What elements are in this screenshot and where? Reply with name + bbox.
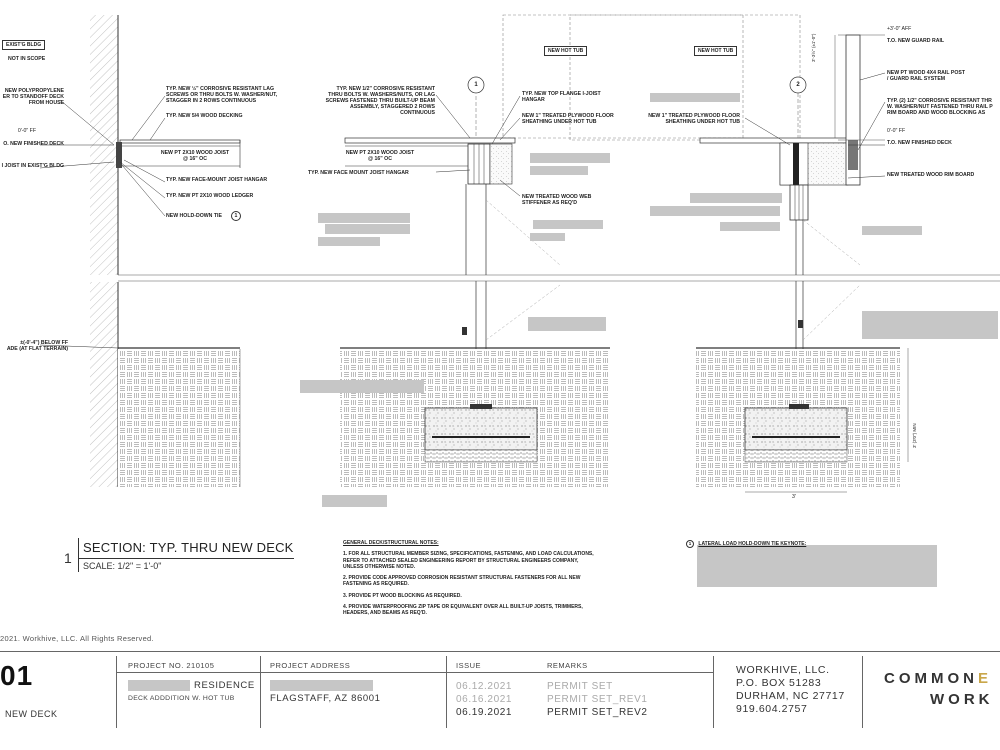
project-desc: DECK ADDDITION W. HOT TUB [128, 695, 235, 702]
guard-rail-label: T.O. NEW GUARD RAIL [887, 38, 945, 44]
redacted-block [530, 166, 588, 175]
remarks-label: REMARKS [547, 661, 588, 670]
hot-tub-tag-2: NEW HOT TUB [694, 46, 737, 56]
joist-label-2: NEW PT 2X10 WOOD JOIST @ 16" OC [345, 150, 415, 162]
section-title: SECTION: TYP. THRU NEW DECK [83, 540, 294, 555]
title-block-border [0, 651, 1000, 652]
sheet-number: 01 [0, 660, 34, 691]
issue-date-current: 06.19.2021 [456, 707, 513, 718]
hot-tub-tag-1: NEW HOT TUB [544, 46, 587, 56]
title-divider [713, 656, 714, 728]
redacted-block [530, 153, 610, 163]
dim-bottom-label: 3' [792, 494, 796, 500]
company-name: WORKHIVE, LLC. [736, 664, 830, 676]
redacted-block [650, 206, 780, 216]
issue-date: 06.16.2021 [456, 694, 513, 705]
redacted-block [300, 380, 424, 393]
issue-label: ISSUE [456, 661, 482, 670]
issue-remark: PERMIT SET [547, 681, 613, 692]
decking-label: TYP. NEW 5/4 WOOD DECKING [166, 113, 243, 119]
title-divider [446, 656, 447, 728]
plywood-label-2: NEW 1" TREATED PLYWOOD FLOOR SHEATHING UNDER HOT TUB [522, 113, 614, 125]
thru-bolts-label-2: TYP. NEW 1/2" CORROSIVE RESISTANT THRU BOLTS W. WASHERS/NUTS, OR LAG SCREWS FASTENED THRU BUILT-UP BEAM ASSEMBLY, STAGGERED 2 ROWS CONTINUOUS [325, 86, 435, 116]
note-item: 1. FOR ALL STRUCTURAL MEMBER SIZING, SPECIFICATIONS, FASTENING, AND LOAD CALCULATIONS, REFER TO ATTACHED SEALED ENGINEERING REPORT BY STRUCTURAL ENGINEERS COMPANY, UNLESS OTHERWISE NOTED. [343, 551, 594, 570]
rim-board-label: NEW TREATED WOOD RIM BOARD [887, 172, 975, 178]
residence: RESIDENCE [194, 680, 255, 691]
keynote-heading: LATERAL LOAD HOLD-DOWN TIE KEYNOTE: [698, 541, 807, 547]
address-label: PROJECT ADDRESS [270, 661, 351, 670]
title-divider [116, 656, 117, 728]
sheet-name: NEW DECK [5, 709, 58, 719]
address: FLAGSTAFF, AZ 86001 [270, 693, 381, 704]
joist-exist-label: I JOIST IN EXIST'G BLDG [1, 163, 64, 169]
redacted-block [690, 193, 782, 203]
redacted-block [650, 93, 740, 102]
polypropylene-label: NEW POLYPROPYLENE ER TO STANDOFF DECK FROM HOUSE [2, 88, 64, 106]
title-divider [862, 656, 863, 728]
ff-right-label: 0'-0" FF [887, 128, 906, 134]
issue-date: 06.12.2021 [456, 681, 513, 692]
redacted-block [318, 237, 380, 246]
rail-post-label: NEW PT WOOD 4X4 RAIL POST / GUARD RAIL SYSTEM [887, 70, 966, 82]
redacted-block [533, 220, 603, 229]
note-item: 3. PROVIDE PT WOOD BLOCKING AS REQUIRED. [343, 592, 462, 599]
section-scale: SCALE: 1/2" = 1'-0" [83, 561, 162, 571]
company-city: DURHAM, NC 27717 [736, 690, 845, 702]
redacted-block [862, 311, 998, 339]
hold-down-label: NEW HOLD-DOWN TIE [166, 213, 222, 219]
title-header-rule [116, 672, 713, 673]
redacted-block [720, 222, 780, 231]
project-no: PROJECT NO. 210105 [128, 661, 215, 670]
note-item: 2. PROVIDE CODE APPROVED CORROSION RESISTANT STRUCTURAL FASTENERS FOR ALL NEW FASTENING AS REQUIRED. [343, 575, 581, 588]
section-title-block [78, 538, 294, 572]
company-logo-line2: WORK [930, 691, 994, 708]
notes-heading: GENERAL DECK/STRUCTURAL NOTES: [343, 540, 439, 546]
logo-text: COMMON [884, 670, 978, 687]
logo-text-accent: E [978, 670, 993, 687]
joist-label-1: NEW PT 2X10 WOOD JOIST @ 16" OC [160, 150, 230, 162]
section-number: 1 [64, 550, 72, 566]
issue-remark-current: PERMIT SET_REV2 [547, 707, 648, 718]
redacted-block [325, 224, 410, 234]
ledger-label: TYP. NEW PT 2X10 WOOD LEDGER [166, 193, 254, 199]
below-ff-label: ±(-0'-4") BELOW FF ADE (AT FLAT TERRAIN) [6, 340, 68, 352]
redacted-block [322, 495, 387, 507]
lag-screws-label: TYP. NEW ½" CORROSIVE RESISTANT LAG SCREWS OR THRU BOLTS W. WASHER/NUT, STAGGER IN 2 ROWS CONTINUOUS [166, 86, 278, 104]
dim-footing-label: 3' (3'0") MIN [912, 423, 917, 448]
copyright: 2021. Workhive, LLC. All Rights Reserved. [0, 634, 154, 643]
hangar-label-1: TYP. NEW FACE-MOUNT JOIST HANGAR [166, 177, 268, 183]
company-phone: 919.604.2757 [736, 703, 808, 715]
redacted-street [270, 680, 373, 691]
redacted-block [318, 213, 410, 223]
section-title-divider [79, 558, 294, 559]
keynote-marker: 1 [686, 540, 694, 548]
title-divider [260, 656, 261, 728]
aff-label: +3'-0" AFF [887, 26, 912, 32]
company-logo-line1 [884, 670, 992, 687]
redacted-block [862, 226, 922, 235]
company-po-box: P.O. BOX 51283 [736, 677, 822, 689]
general-notes [343, 540, 598, 617]
note-item: 4. PROVIDE WATERPROOFING ZIP TAPE OR EQUIVALENT OVER ALL BUILT-UP JOISTS, TRIMMERS, HEADERS, AND BEAMS AS REQ'D. [343, 604, 583, 617]
issue-remark: PERMIT SET_REV1 [547, 694, 648, 705]
detail-marker-1: 1 [474, 82, 478, 88]
exist-bldg-tag: EXIST'G BLDG [2, 40, 45, 50]
finished-deck-right-label: T.O. NEW FINISHED DECK [887, 140, 952, 146]
stiffener-label: NEW TREATED WOOD WEB STIFFENER AS REQ'D [522, 194, 592, 206]
keynote-heading-row [686, 540, 806, 548]
not-in-scope-label: NOT IN SCOPE [8, 56, 46, 62]
redacted-owner-name [128, 680, 190, 691]
detail-marker-2: 2 [796, 82, 800, 88]
hangar-label-2: TYP. NEW FACE MOUNT JOIST HANGAR [308, 170, 409, 176]
redacted-block [528, 317, 606, 331]
finished-deck-left-label: O. NEW FINISHED DECK [3, 141, 64, 147]
flange-label: TYP. NEW TOP FLANGE I-JOIST HANGAR [522, 91, 601, 103]
hold-down-key-circle: 1 [231, 211, 241, 221]
plywood-label-3: NEW 1" TREATED PLYWOOD FLOOR SHEATHING UNDER HOT TUB [648, 113, 740, 125]
ff-left-label: 0'-0" FF [17, 128, 36, 134]
dim-top-label: 3'-3½" (±1'-0") [811, 33, 816, 62]
redacted-block [530, 233, 565, 241]
thru-bolts-label-3: TYP. (2) 1/2" CORROSIVE RESISTANT THR W. WASHER/NUT FASTENED THRU RAIL P RIM BOARD AND WOOD BLOCKING AS [887, 98, 993, 116]
redacted-keynote-text [697, 545, 937, 587]
